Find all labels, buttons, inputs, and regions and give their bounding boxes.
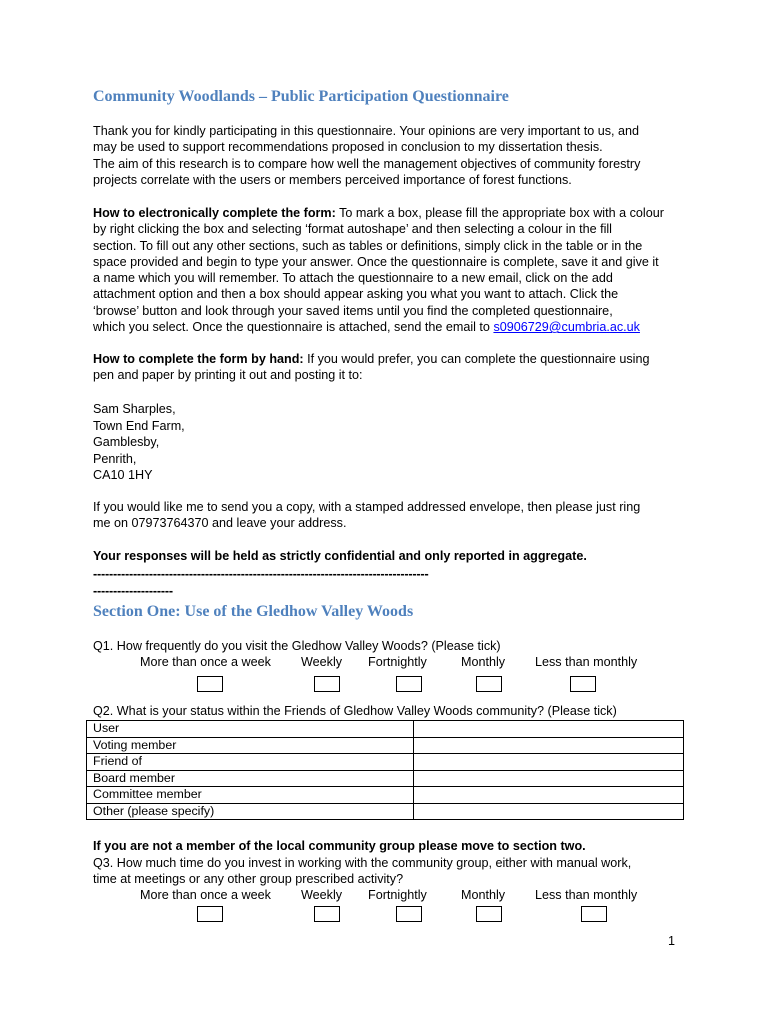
by-hand-heading: How to complete the form by hand:	[93, 352, 304, 366]
status-label: User	[87, 721, 414, 738]
status-label: Other (please specify)	[87, 803, 414, 820]
instruction-line: a name which you will remember. To attach the questionnaire to a new email, click on the add	[93, 271, 613, 286]
status-tick-cell[interactable]	[414, 754, 684, 771]
q3-checkbox[interactable]	[396, 906, 422, 922]
by-hand-line: If you would prefer, you can complete the questionnaire using	[303, 352, 650, 366]
confidentiality-note: Your responses will be held as strictly confidential and only reported in aggregate.	[93, 549, 587, 563]
q2-question: Q2. What is your status within the Friends of Gledhow Valley Woods community? (Please tick)	[93, 704, 617, 718]
q1-option-label: Less than monthly	[535, 655, 638, 669]
table-row	[87, 737, 684, 754]
status-tick-cell[interactable]	[414, 787, 684, 804]
q1-checkbox[interactable]	[476, 676, 502, 692]
instruction-line: by right clicking the box and selecting ‘format autoshape’ and then selecting a colour in the fill	[93, 222, 612, 237]
address-line: Sam Sharples,	[93, 402, 176, 416]
not-member-note: If you are not a member of the local community group please move to section two.	[93, 839, 586, 853]
address-line: Gamblesby,	[93, 435, 160, 450]
q3-option-label: More than once a week	[140, 888, 271, 902]
email-link[interactable]: s0906729@cumbria.ac.uk	[493, 320, 640, 335]
q1-checkbox[interactable]	[396, 676, 422, 692]
copy-line: If you would like me to send you a copy, with a stamped addressed envelope, then please just ring	[93, 500, 641, 514]
status-label: Committee member	[87, 787, 414, 804]
intro-line: The aim of this research is to compare how well the management objectives of community forestry	[93, 156, 641, 171]
q3-question-line: Q3. How much time do you invest in working with the community group, either with manual work,	[93, 856, 632, 870]
status-label: Board member	[87, 770, 414, 787]
q3-option-label: Less than monthly	[535, 888, 638, 902]
q3-checkbox[interactable]	[581, 906, 607, 922]
instruction-line: which you select. Once the questionnaire is attached, send the email to	[93, 320, 494, 335]
divider-line: ------------------------------------------------------------------------------------	[93, 567, 429, 581]
electronic-heading: How to electronically complete the form:	[93, 206, 336, 220]
address-line: CA10 1HY	[93, 468, 153, 483]
intro-line: Thank you for kindly participating in this questionnaire. Your opinions are very important to us, and	[93, 124, 640, 138]
q3-option-label: Fortnightly	[368, 888, 427, 902]
divider-line: --------------------	[93, 584, 173, 598]
page-number: 1	[668, 934, 676, 948]
q3-checkbox[interactable]	[476, 906, 502, 922]
q3-checkbox[interactable]	[314, 906, 340, 922]
q3-option-label: Monthly	[461, 888, 506, 902]
table-row	[87, 754, 684, 771]
electronic-instructions	[93, 205, 693, 335]
instruction-line: To mark a box, please fill the appropriate box with a colour	[335, 206, 664, 220]
postal-address	[93, 401, 693, 484]
status-tick-cell[interactable]	[414, 721, 684, 738]
by-hand-instructions	[93, 351, 693, 384]
table-row	[87, 770, 684, 787]
q1-option-label: More than once a week	[140, 655, 271, 669]
copy-line: me on 07973764370 and leave your address.	[93, 516, 347, 531]
instruction-line: ‘browse’ button and look through your saved items until you find the completed questionnaire,	[93, 303, 613, 318]
q3-option-label: Weekly	[301, 888, 343, 902]
by-hand-line: pen and paper by printing it out and posting it to:	[93, 368, 363, 383]
q1-checkbox[interactable]	[314, 676, 340, 692]
q1-checkbox[interactable]	[197, 676, 223, 692]
status-label: Voting member	[87, 737, 414, 754]
q1-option-label: Fortnightly	[368, 655, 427, 669]
status-tick-cell[interactable]	[414, 770, 684, 787]
q1-option-label: Monthly	[461, 655, 506, 669]
q2-status-table	[86, 720, 684, 820]
q1-option-label: Weekly	[301, 655, 343, 669]
intro-line: may be used to support recommendations proposed in conclusion to my dissertation thesis.	[93, 140, 603, 155]
q3-checkbox[interactable]	[197, 906, 223, 922]
status-label: Friend of	[87, 754, 414, 771]
q1-checkbox[interactable]	[570, 676, 596, 692]
address-line: Penrith,	[93, 451, 137, 466]
address-line: Town End Farm,	[93, 418, 185, 433]
instruction-line: space provided and begin to type your answer. Once the questionnaire is complete, save it and give it	[93, 254, 659, 269]
intro-paragraph	[93, 123, 693, 188]
q3-question-line: time at meetings or any other group prescribed activity?	[93, 872, 404, 887]
q3-question	[93, 855, 693, 888]
q1-question: Q1. How frequently do you visit the Gledhow Valley Woods? (Please tick)	[93, 639, 501, 653]
table-row	[87, 787, 684, 804]
table-row	[87, 721, 684, 738]
document-title: Community Woodlands – Public Participation Questionnaire	[93, 88, 509, 105]
status-tick-cell[interactable]	[414, 803, 684, 820]
status-tick-cell[interactable]	[414, 737, 684, 754]
table-row	[87, 803, 684, 820]
instruction-line: section. To fill out any other sections, such as tables or definitions, simply click in the table or in the	[93, 238, 643, 253]
section-title: Section One: Use of the Gledhow Valley Woods	[93, 603, 414, 620]
copy-request	[93, 499, 693, 532]
intro-line: projects correlate with the users or members perceived importance of forest functions.	[93, 172, 572, 187]
instruction-line: attachment option and then a box should appear asking you what you want to attach. Click the	[93, 287, 619, 302]
